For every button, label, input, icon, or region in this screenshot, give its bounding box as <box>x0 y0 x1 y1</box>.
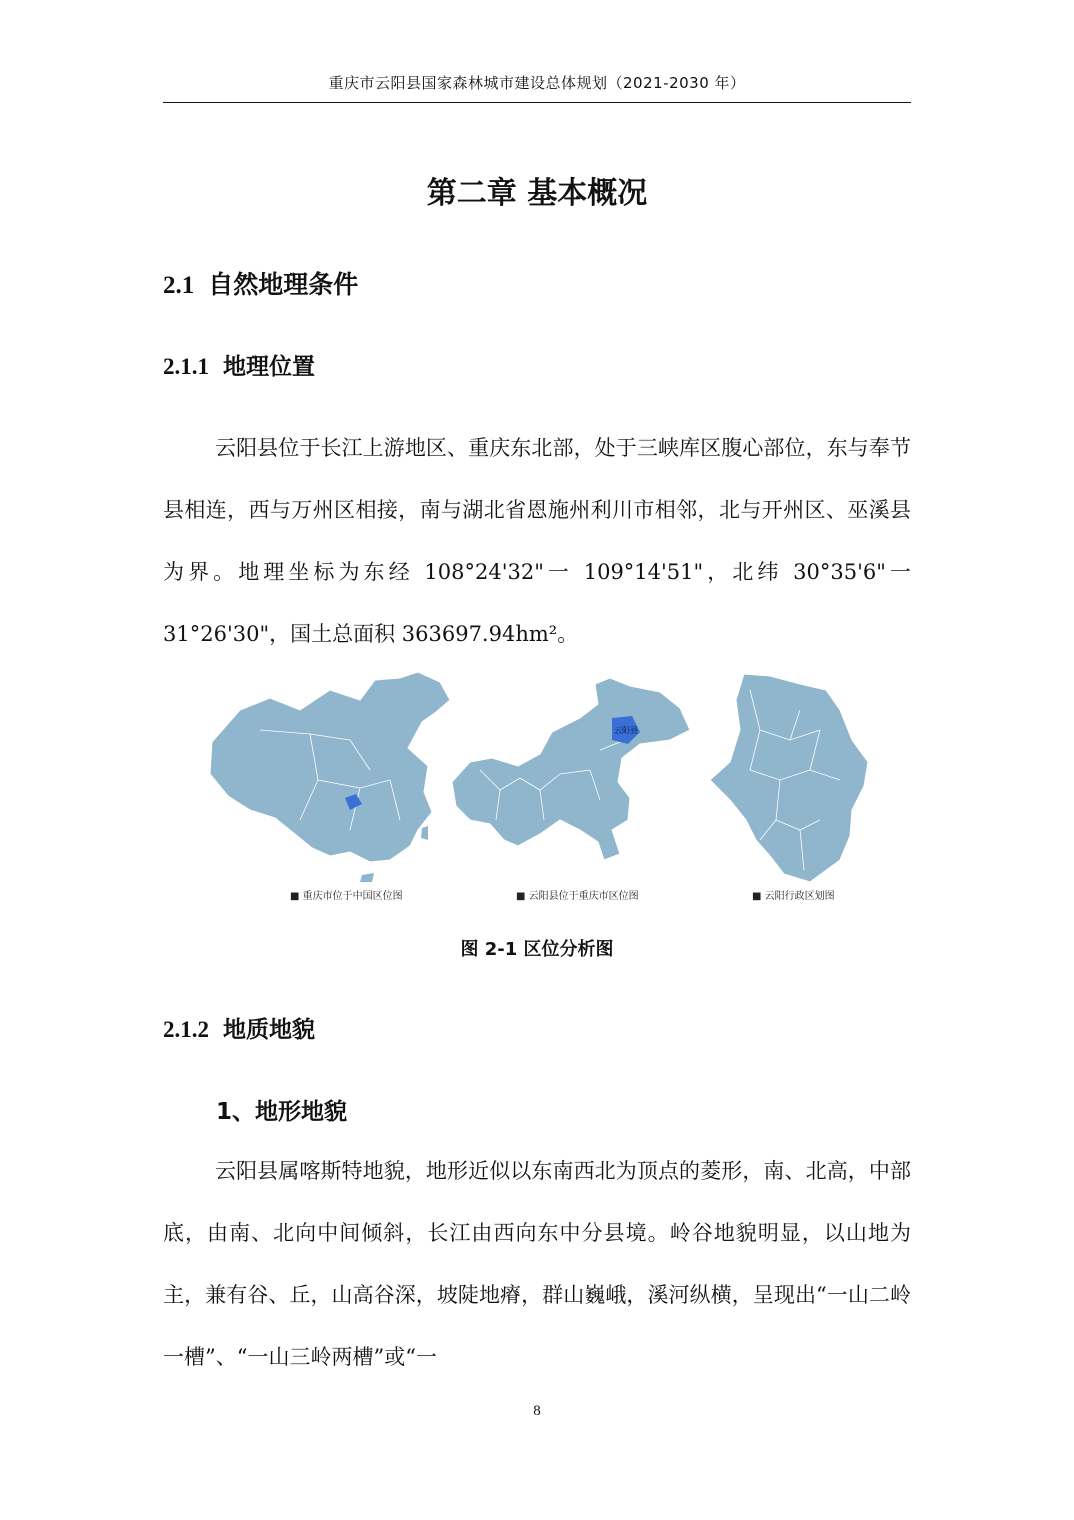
chongqing-map <box>452 678 690 860</box>
taiwan-island <box>421 826 428 840</box>
section-number: 2.1 <box>163 272 195 299</box>
figure-caption: 图 2-1 区位分析图 <box>460 939 614 960</box>
section-heading-2-1-2 <box>163 1011 315 1044</box>
yunyang-map <box>710 674 868 882</box>
map-caption-china: ■ 重庆市位于中国区位图 <box>290 891 403 902</box>
section-title: 自然地理条件 <box>208 270 359 299</box>
terrain-paragraph: 云阳县属喀斯特地貌，地形近似以东南西北为顶点的菱形，南、北高，中部底，由南、北向中间倾斜，长江由西向东中分县境。岭谷地貌明显，以山地为主，兼有谷、丘，山高谷深，坡陡地瘠，群山巍峨，溪河纵横，呈现出“一山二岭一槽”、“一山三岭两槽”或“一 <box>163 1159 911 1369</box>
section-heading-2-1 <box>163 265 358 301</box>
page-number: 8 <box>533 1403 541 1419</box>
location-paragraph: 云阳县位于长江上游地区、重庆东北部，处于三峡库区腹心部位，东与奉节县相连，西与万州区相接，南与湖北省恩施州利川市相邻，北与开州区、巫溪县为界。地理坐标为东经 108°24'32"一 109°14'51"，北纬 30°35'6"一 31°26'30"，国土总面积 363697.94hm²。 <box>163 436 911 646</box>
location-figure <box>200 670 880 910</box>
chongqing-outline <box>452 678 690 860</box>
section-heading-2-1-1 <box>163 348 315 381</box>
yunyang-label: 云阳县 <box>614 726 638 735</box>
section-title: 地理位置 <box>223 354 315 380</box>
section-title: 地质地貌 <box>223 1017 315 1043</box>
hainan-island <box>360 873 374 882</box>
map-caption-chongqing: ■ 云阳县位于重庆市区位图 <box>516 891 639 902</box>
china-map <box>210 672 450 882</box>
map-caption-yunyang: ■ 云阳行政区划图 <box>752 891 835 902</box>
running-header: 重庆市云阳县国家森林城市建设总体规划（2021-2030 年） <box>163 72 911 103</box>
subheading-terrain: 1、地形地貌 <box>216 1099 348 1125</box>
yunyang-outline <box>710 674 868 882</box>
chapter-title: 第二章 基本概况 <box>426 176 648 211</box>
china-outline <box>210 672 450 862</box>
section-number: 2.1.2 <box>163 1017 209 1042</box>
section-number: 2.1.1 <box>163 354 209 379</box>
